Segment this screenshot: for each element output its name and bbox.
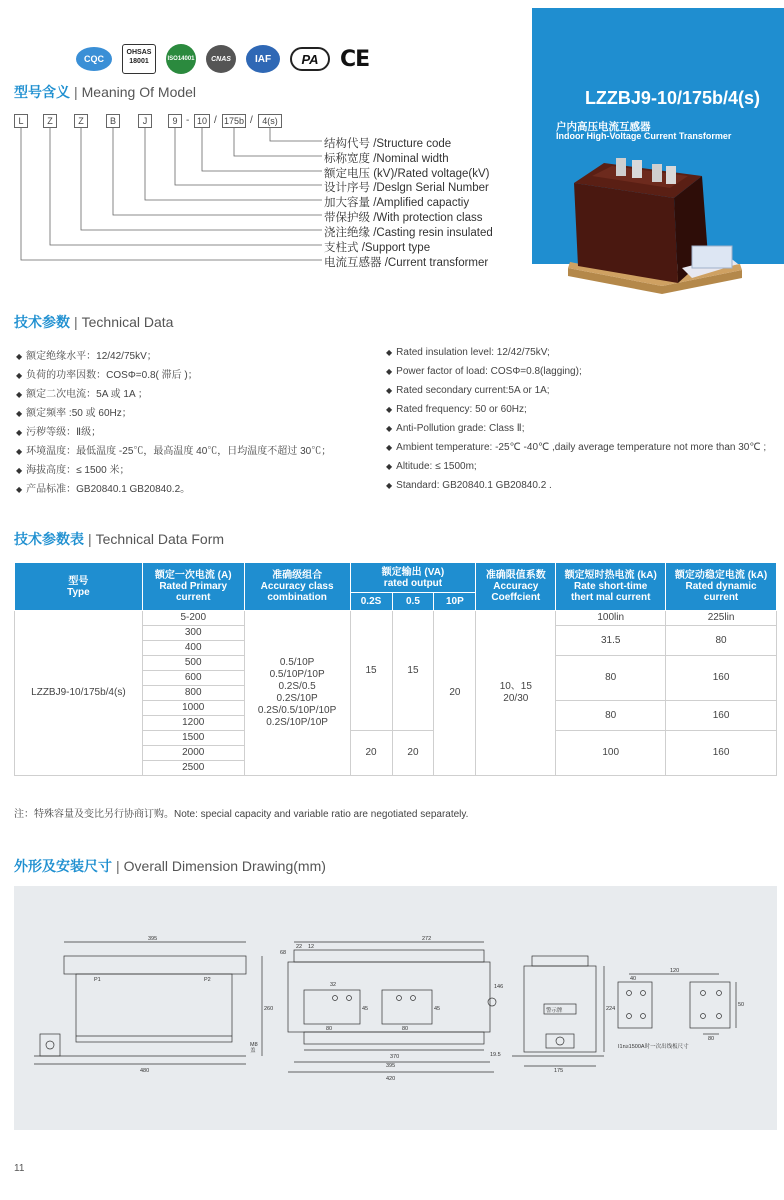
tech-item-zh: ◆ 额定频率 :50 或 60Hz； (16, 408, 132, 419)
cell-primary: 1500 (142, 731, 244, 746)
form-heading: 技术参数表 | Technical Data Form (14, 531, 225, 547)
model-label-voltage: 额定电压 (kV)/Rated voltage(kV) (324, 168, 490, 180)
cell-dynamic: 160 (666, 731, 777, 776)
ohsas-logo: OHSAS 18001 (122, 44, 156, 74)
dim-text: 45 (362, 1006, 369, 1012)
tech-item-en: ◆ Altitude: ≤ 1500m; (386, 461, 477, 472)
tech-item-zh: ◆ 污秽等级：Ⅱ级； (16, 427, 102, 438)
dim-text: 395 (386, 1063, 396, 1069)
cell-thermal: 31.5 (556, 626, 666, 656)
code-box: 175b (223, 116, 245, 126)
cqc-logo: CQC (76, 47, 112, 71)
dim-text: 12 (308, 944, 315, 950)
product-subtitle-zh: 户内高压电流互感器 (556, 121, 651, 133)
dimension-heading-zh: 外形及安装尺寸 (14, 858, 112, 874)
product-image (532, 8, 784, 302)
cell-primary: 2000 (142, 746, 244, 761)
cell-out-02s: 15 (350, 611, 392, 731)
header-accuracy: 准确级组合 Accuracy class combination (244, 563, 350, 611)
dimension-heading: 外形及安装尺寸 | Overall Dimension Drawing(mm) (14, 858, 326, 874)
model-leader-lines (0, 0, 330, 270)
cell-thermal: 100lin (556, 611, 666, 626)
cell-thermal: 80 (556, 701, 666, 731)
tech-item-zh: ◆ 额定二次电流：5A 或 1A ； (16, 389, 148, 400)
dim-text: M8 (250, 1042, 258, 1048)
code-box: Z (74, 114, 88, 128)
dim-text: 45 (434, 1006, 441, 1012)
cell-dynamic: 160 (666, 656, 777, 701)
header-type: 型号 Type (15, 563, 143, 611)
code-box: J (138, 114, 152, 128)
cell-primary: 800 (142, 686, 244, 701)
dimension-drawing-panel (14, 886, 777, 1130)
cell-dynamic: 160 (666, 701, 777, 731)
cell-alf: 10、15 20/30 (476, 611, 556, 776)
dim-text: 175 (554, 1068, 564, 1074)
cell-primary: 300 (142, 626, 244, 641)
ce-logo: CE (340, 46, 370, 72)
model-label-support: 支柱式 /Support type (324, 242, 431, 254)
dim-text: 盖 (250, 1048, 256, 1054)
cell-dynamic: 80 (666, 626, 777, 656)
iso14001-logo: ISO14001 (166, 44, 196, 74)
product-title: LZZBJ9-10/175b/4(s) (584, 88, 760, 108)
dim-text: 80 (326, 1026, 333, 1032)
page-number: 11 (14, 1163, 25, 1174)
dim-text: 480 (140, 1068, 150, 1074)
code-separator: / (250, 115, 253, 126)
tech-item-en: ◆ Power factor of load: COSΦ=0.8(lagging); (386, 366, 582, 377)
cell-primary: 500 (142, 656, 244, 671)
dim-text: 120 (670, 968, 680, 974)
dim-text: 80 (402, 1026, 409, 1032)
cell-primary: 400 (142, 641, 244, 656)
dim-text: 272 (422, 936, 432, 942)
tech-item-en: ◆ Rated secondary current:5A or 1A; (386, 385, 550, 396)
tech-item-en: ◆ Standard: GB20840.1 GB20840.2 . (386, 480, 552, 491)
model-label-casting: 浇注绝缘 /Casting resin insulated (324, 227, 493, 239)
technical-heading-zh: 技术参数 (14, 314, 70, 330)
meaning-heading: 型号含义 | Meaning Of Model (14, 84, 197, 100)
iaf-logo: IAF (246, 45, 280, 73)
code-box: 9 (168, 114, 182, 128)
code-separator: / (214, 115, 217, 126)
technical-heading-en: Technical Data (81, 314, 174, 330)
header-out-02s: 0.2S (350, 593, 392, 611)
technical-data-table (14, 562, 777, 776)
dim-text: 370 (390, 1054, 400, 1060)
cell-accuracy: 0.5/10P 0.5/10P/10P 0.2S/0.5 0.2S/10P 0.2S/0.5/10P/10P 0.2S/10P/10P (244, 611, 350, 776)
model-label-structure: 结构代号 /Structure code (324, 138, 452, 150)
header-out-10p: 10P (434, 593, 476, 611)
cell-thermal: 100 (556, 731, 666, 776)
tech-item-zh: ◆ 产品标准：GB20840.1 GB20840.2。 (16, 484, 191, 495)
form-heading-zh: 技术参数表 (14, 531, 84, 547)
meaning-heading-en: Meaning Of Model (81, 84, 197, 100)
pa-logo: PA (290, 47, 330, 71)
technical-heading: 技术参数 | Technical Data (14, 314, 174, 330)
form-heading-en: Technical Data Form (95, 531, 225, 547)
cell-dynamic: 225lin (666, 611, 777, 626)
dim-text: 40 (630, 976, 637, 982)
cell-out-05: 20 (392, 731, 434, 776)
model-label-protection: 带保护级 /With protection class (324, 212, 483, 224)
tech-item-zh: ◆ 额定绝缘水平：12/42/75kV； (16, 351, 157, 362)
cell-primary: 600 (142, 671, 244, 686)
cell-primary: 2500 (142, 761, 244, 776)
product-subtitle-en: Indoor High-Voltage Current Transformer (556, 131, 732, 141)
header-output: 额定输出 (VA) rated output (350, 563, 476, 593)
tech-item-zh: ◆ 负荷的功率因数：COSΦ=0.8( 滞后 )； (16, 370, 198, 381)
tech-item-en: ◆ Rated frequency: 50 or 60Hz; (386, 404, 527, 415)
header-thermal: 额定短时热电流 (kA) Rate short-time thert mal current (556, 563, 666, 611)
cell-primary: 5-200 (142, 611, 244, 626)
code-box: 10 (194, 114, 210, 128)
dim-text: 80 (708, 1036, 715, 1042)
dim-text: 146 (494, 984, 504, 990)
code-box: 4(s) (258, 114, 282, 128)
model-label-width: 标称宽度 /Nominal width (324, 153, 449, 165)
dimension-drawings (14, 886, 777, 1130)
cell-out-10p: 20 (434, 611, 476, 776)
dim-text: 224 (606, 1006, 616, 1012)
cell-out-05: 15 (392, 611, 434, 731)
header-out-05: 0.5 (392, 593, 434, 611)
code-box: B (106, 114, 120, 128)
dim-text: 19.5 (490, 1052, 501, 1058)
cell-out-02s: 20 (350, 731, 392, 776)
dim-text: P1 (94, 977, 101, 983)
dim-text: 395 (148, 936, 158, 942)
dimension-heading-en: Overall Dimension Drawing(mm) (123, 858, 326, 874)
warning-plate-label: 警示牌 (546, 1008, 563, 1014)
model-label-serial: 设计序号 /Deslgn Serial Number (324, 182, 489, 194)
dim-text: 22 (296, 944, 303, 950)
cell-primary: 1200 (142, 716, 244, 731)
tech-item-en: ◆ Anti-Pollution grade: Class Ⅱ; (386, 423, 525, 434)
code-box: L (14, 114, 28, 128)
meaning-heading-zh: 型号含义 (14, 84, 70, 100)
cell-primary: 1000 (142, 701, 244, 716)
dim-text: 50 (738, 1002, 745, 1008)
dim-text: 68 (280, 950, 287, 956)
cell-type: LZZBJ9-10/175b/4(s) (15, 611, 143, 776)
tech-item-en: ◆ Rated insulation level: 12/42/75kV; (386, 347, 550, 358)
code-separator: - (186, 115, 190, 126)
header-alf: 准确限值系数 Accuracy Coeffcient (476, 563, 556, 611)
dim-text: 32 (330, 982, 337, 988)
header-dynamic: 额定动稳定电流 (kA) Rated dynamic current (666, 563, 777, 611)
dim-text: 420 (386, 1076, 396, 1082)
cnas-logo: CNAS (206, 45, 236, 73)
model-label-ct: 电流互感器 /Current transformer (324, 257, 489, 269)
table-note: 注：特殊容量及变比另行协商订购。Note: special capacity and variable ratio are negotiated separately. (14, 809, 469, 820)
dim-text: 260 (264, 1006, 274, 1012)
header-primary: 额定一次电流 (A) Rated Primary current (142, 563, 244, 611)
product-panel (532, 8, 784, 302)
cell-thermal: 80 (556, 656, 666, 701)
tech-item-zh: ◆ 环境温度：最低温度 -25℃，最高温度 40℃，日均温度不超过 30℃； (16, 446, 332, 457)
model-label-capacity: 加大容量 /Amplified capactiy (324, 197, 470, 209)
tech-item-en: ◆ Ambient temperature: -25℃ -40℃ ,daily average temperature not more than 30℃ ; (386, 442, 767, 453)
dim-text: P2 (204, 977, 211, 983)
code-box: Z (43, 114, 57, 128)
tech-item-zh: ◆ 海拔高度：≤ 1500 米； (16, 465, 130, 476)
dim-note: I1n≥1500A时一次出线板尺寸 (618, 1044, 689, 1050)
